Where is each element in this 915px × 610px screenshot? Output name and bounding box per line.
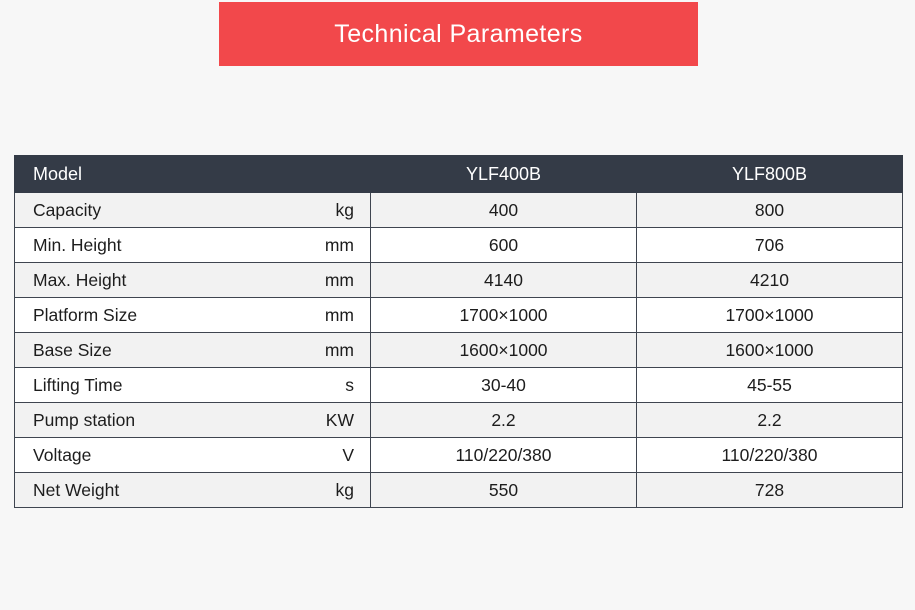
row-value-col2: 706: [637, 228, 903, 263]
row-value-col1: 550: [371, 473, 637, 508]
table-row: [15, 333, 903, 368]
row-unit: mm: [303, 298, 371, 333]
page-title: Technical Parameters: [334, 19, 583, 48]
row-label: Pump station: [15, 403, 303, 438]
row-unit: mm: [303, 263, 371, 298]
row-value-col1: 1600×1000: [371, 333, 637, 368]
row-value-col1: 30-40: [371, 368, 637, 403]
row-label: Base Size: [15, 333, 303, 368]
row-value-col1: 2.2: [371, 403, 637, 438]
row-unit: mm: [303, 333, 371, 368]
row-value-col1: 1700×1000: [371, 298, 637, 333]
row-label: Voltage: [15, 438, 303, 473]
row-label: Platform Size: [15, 298, 303, 333]
table-row: [15, 263, 903, 298]
row-unit: kg: [303, 473, 371, 508]
row-value-col1: 4140: [371, 263, 637, 298]
row-unit: mm: [303, 228, 371, 263]
row-value-col2: 2.2: [637, 403, 903, 438]
specs-table-container: [14, 155, 902, 508]
table-header-row: [15, 156, 903, 193]
row-label: Net Weight: [15, 473, 303, 508]
row-label: Min. Height: [15, 228, 303, 263]
title-banner: [219, 2, 698, 66]
table-row: [15, 438, 903, 473]
row-label: Lifting Time: [15, 368, 303, 403]
row-value-col2: 110/220/380: [637, 438, 903, 473]
row-value-col2: 728: [637, 473, 903, 508]
table-row: [15, 403, 903, 438]
table-row: [15, 193, 903, 228]
row-value-col2: 45-55: [637, 368, 903, 403]
header-model-ylf400b: YLF400B: [371, 156, 637, 193]
header-unit: [303, 156, 371, 193]
row-label: Max. Height: [15, 263, 303, 298]
header-model-ylf800b: YLF800B: [637, 156, 903, 193]
row-unit: s: [303, 368, 371, 403]
row-label: Capacity: [15, 193, 303, 228]
row-value-col2: 1600×1000: [637, 333, 903, 368]
row-unit: V: [303, 438, 371, 473]
table-row: [15, 298, 903, 333]
row-unit: kg: [303, 193, 371, 228]
table-row: [15, 368, 903, 403]
header-model: Model: [15, 156, 303, 193]
row-value-col2: 4210: [637, 263, 903, 298]
specifications-table: [14, 155, 903, 508]
row-value-col2: 800: [637, 193, 903, 228]
row-value-col2: 1700×1000: [637, 298, 903, 333]
row-unit: KW: [303, 403, 371, 438]
row-value-col1: 400: [371, 193, 637, 228]
row-value-col1: 110/220/380: [371, 438, 637, 473]
table-row: [15, 473, 903, 508]
table-row: [15, 228, 903, 263]
row-value-col1: 600: [371, 228, 637, 263]
